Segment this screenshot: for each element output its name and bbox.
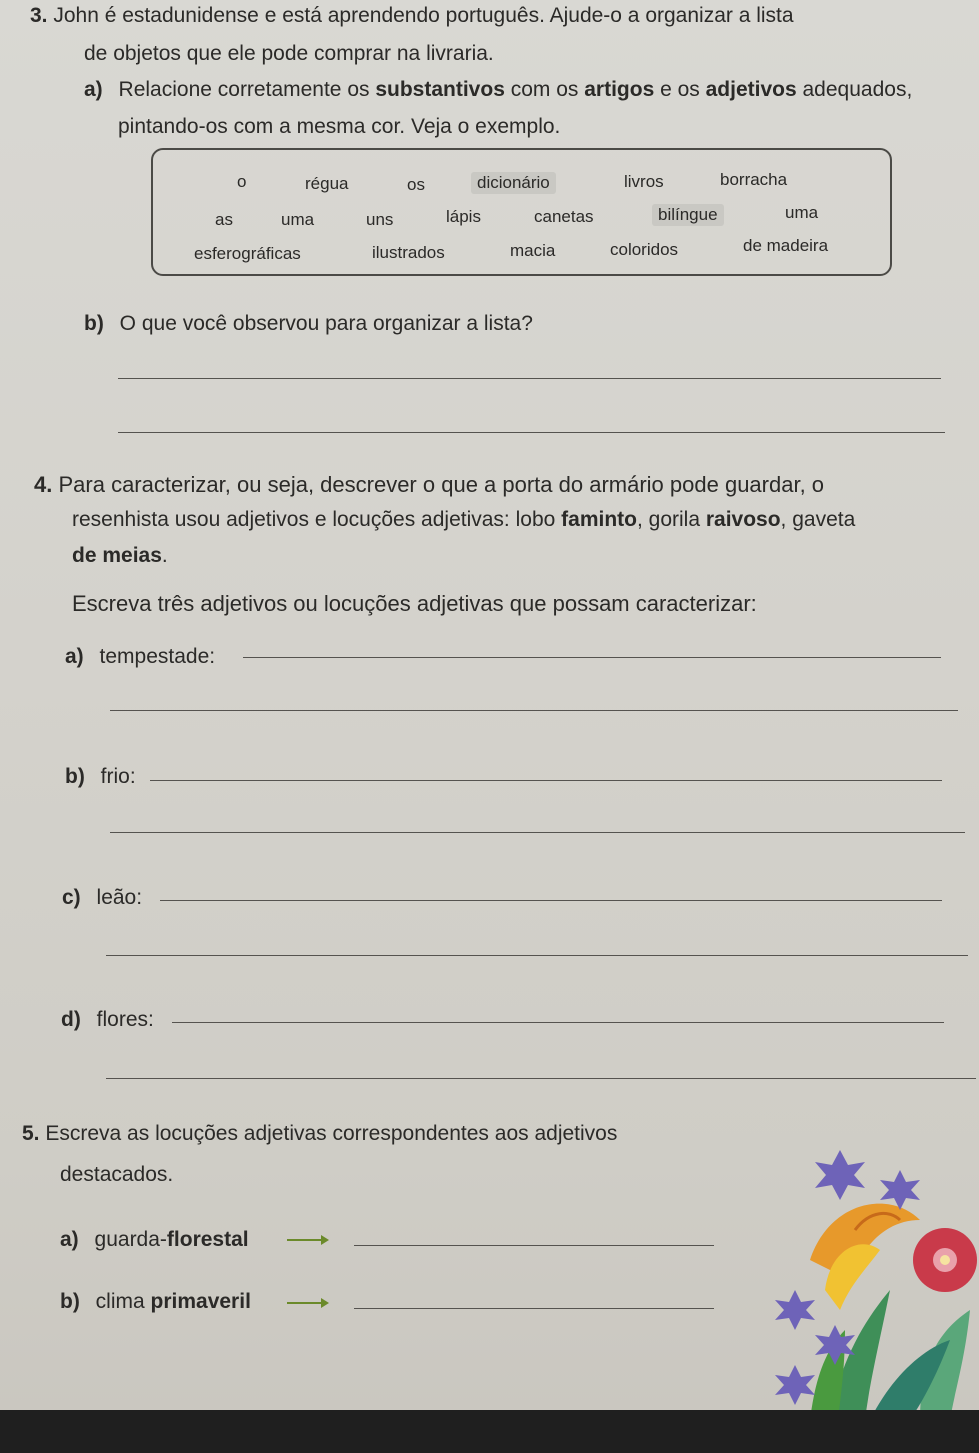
word-ilustrados[interactable]: ilustrados xyxy=(372,243,445,262)
word-bilingue[interactable]: bilíngue xyxy=(652,204,724,226)
orange-lily xyxy=(810,1204,920,1310)
q3a-post: adequados, xyxy=(796,78,913,101)
q5a-arrow xyxy=(287,1239,327,1241)
q4b xyxy=(65,765,136,789)
q4d-answer-line-1[interactable] xyxy=(172,1022,944,1023)
q5b-arrow xyxy=(287,1302,327,1304)
q4-instruction: Escreva três adjetivos ou locuções adjetivas que possam caracterizar: xyxy=(72,591,757,616)
word-esferograficas[interactable]: esferográficas xyxy=(194,244,301,263)
word-livros[interactable]: livros xyxy=(624,172,664,191)
q4a xyxy=(65,645,215,669)
q4-line2-mid: , gorila xyxy=(636,508,706,531)
q4a-letter: a) xyxy=(65,645,84,668)
q4d-letter: d) xyxy=(61,1008,81,1031)
q4-text-line1: Para caracterizar, ou seja, descrever o que a porta do armário pode guardar, o xyxy=(58,472,825,497)
q3-number: 3. xyxy=(30,4,48,27)
q4a-label: tempestade: xyxy=(99,645,216,668)
word-os[interactable]: os xyxy=(407,175,425,194)
q4-bold-de-meias: de meias xyxy=(72,544,162,567)
word-coloridos[interactable]: coloridos xyxy=(610,240,679,259)
q5a-answer-line[interactable] xyxy=(354,1245,714,1246)
word-uns[interactable]: uns xyxy=(366,210,394,229)
word-as[interactable]: as xyxy=(215,210,233,229)
q3a-bold-substantivos: substantivos xyxy=(375,78,505,101)
q5b xyxy=(60,1290,251,1314)
q4c-answer-line-1[interactable] xyxy=(160,900,942,901)
q4-line3 xyxy=(72,544,168,568)
q4-bold-raivoso: raivoso xyxy=(705,508,781,531)
q4d-label: flores: xyxy=(96,1008,154,1031)
q5a-bold-florestal: florestal xyxy=(166,1228,249,1251)
q3a-bold-adjetivos: adjetivos xyxy=(705,78,797,101)
word-canetas[interactable]: canetas xyxy=(534,207,594,226)
q5-line1 xyxy=(22,1122,617,1146)
q4a-answer-line-1[interactable] xyxy=(243,657,941,658)
word-macia[interactable]: macia xyxy=(510,241,556,260)
red-flower xyxy=(913,1228,977,1292)
q4c-label: leão: xyxy=(96,886,143,909)
q5-number: 5. xyxy=(22,1122,40,1145)
q3a-pre: Relacione corretamente os xyxy=(118,78,376,101)
q4-line2-post: , gaveta xyxy=(780,508,856,531)
q5a-letter: a) xyxy=(60,1228,79,1251)
q4b-label: frio: xyxy=(100,765,136,788)
photo-bottom-edge xyxy=(0,1410,979,1453)
q3a-bold-artigos: artigos xyxy=(584,78,655,101)
q4-bold-faminto: faminto xyxy=(561,508,637,531)
q4c-answer-line-2[interactable] xyxy=(106,955,968,956)
q3b xyxy=(84,312,533,336)
word-de-madeira[interactable]: de madeira xyxy=(743,236,829,255)
q3a-line1 xyxy=(84,78,912,102)
word-uma-1[interactable]: uma xyxy=(281,210,315,229)
q4-line3-post: . xyxy=(161,544,168,567)
q4-line2-pre: resenhista usou adjetivos e locuções adjetivas: lobo xyxy=(72,508,562,531)
q4d xyxy=(61,1008,154,1032)
q3a-letter: a) xyxy=(84,78,103,101)
q5a-pre: guarda- xyxy=(94,1228,167,1251)
q3b-answer-line-1[interactable] xyxy=(118,378,941,379)
word-o[interactable]: o xyxy=(237,172,247,191)
q4c xyxy=(62,886,142,910)
word-regua[interactable]: régua xyxy=(305,174,349,193)
flower-illustration xyxy=(770,1140,979,1420)
q3a-line2: pintando-os com a mesma cor. Veja o exemplo. xyxy=(118,115,561,138)
q4b-answer-line-1[interactable] xyxy=(150,780,942,781)
q3-text-line1: John é estadunidense e está aprendendo português. Ajude-o a organizar a lista xyxy=(53,4,794,27)
word-uma-2[interactable]: uma xyxy=(785,203,819,222)
q3b-answer-line-2[interactable] xyxy=(118,432,945,433)
q4-number: 4. xyxy=(34,472,53,497)
q5-text-line2: destacados. xyxy=(60,1163,174,1186)
q4-line1 xyxy=(34,472,824,498)
q5b-letter: b) xyxy=(60,1290,80,1313)
q4-line2 xyxy=(72,508,855,532)
q4d-answer-line-2[interactable] xyxy=(106,1078,976,1079)
q4c-letter: c) xyxy=(62,886,81,909)
word-lapis[interactable]: lápis xyxy=(446,207,481,226)
q5b-bold-primaveril: primaveril xyxy=(150,1290,251,1313)
q3-line1 xyxy=(30,4,794,28)
q4b-answer-line-2[interactable] xyxy=(110,832,965,833)
q4b-letter: b) xyxy=(65,765,85,788)
q3b-letter: b) xyxy=(84,312,104,335)
q3a-mid1: com os xyxy=(504,78,585,101)
q3b-text: O que você observou para organizar a lista? xyxy=(119,312,533,335)
q5-text-line1: Escreva as locuções adjetivas correspondentes aos adjetivos xyxy=(45,1122,618,1145)
q5b-answer-line[interactable] xyxy=(354,1308,714,1309)
q4a-answer-line-2[interactable] xyxy=(110,710,958,711)
word-borracha[interactable]: borracha xyxy=(720,170,788,189)
q5a xyxy=(60,1228,249,1252)
q3a-mid2: e os xyxy=(654,78,706,101)
word-dicionario[interactable]: dicionário xyxy=(471,172,556,194)
q3-text-line2: de objetos que ele pode comprar na livraria. xyxy=(84,42,494,65)
q5b-pre: clima xyxy=(95,1290,151,1313)
